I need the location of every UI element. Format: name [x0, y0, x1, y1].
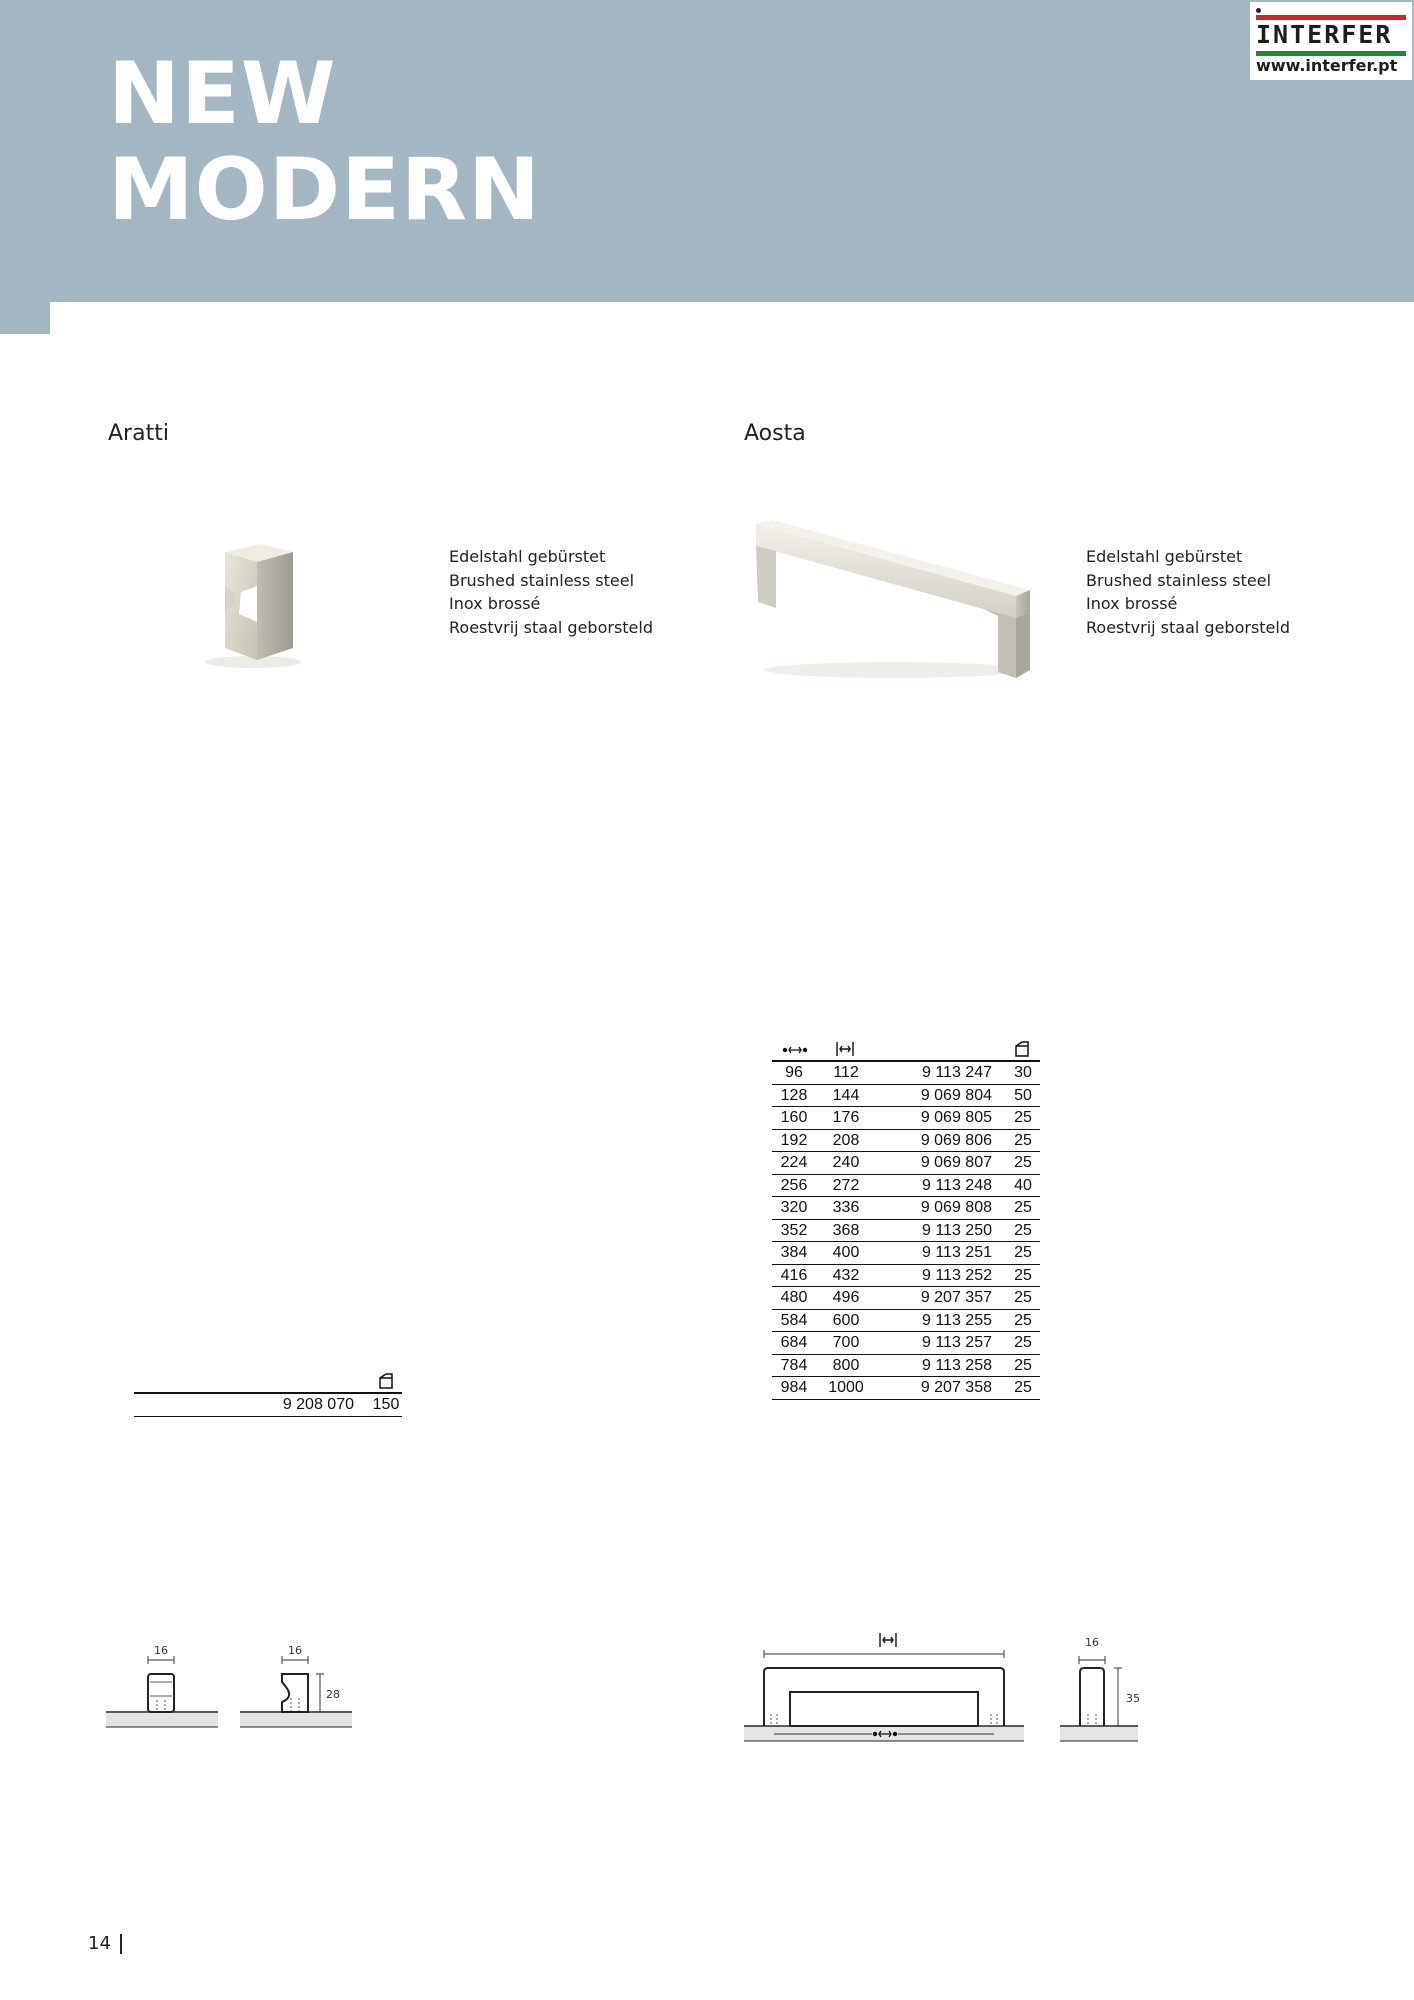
article-number: 9 069 804: [920, 1086, 992, 1104]
overall-length: 1000: [828, 1379, 864, 1396]
table-header: [134, 1372, 402, 1394]
aratti-product-image: [195, 540, 305, 670]
aosta-technical-drawing: [744, 1626, 1144, 1756]
table-body: [772, 1062, 1040, 1400]
package-quantity: 150: [372, 1396, 400, 1413]
article-number: 9 113 258: [922, 1356, 992, 1374]
overall-length: 144: [832, 1086, 860, 1104]
material-fr: Inox brossé: [449, 594, 541, 613]
article-number: 9 069 805: [920, 1109, 992, 1126]
package-quantity: 30: [1014, 1064, 1032, 1081]
material-nl: Roestvrij staal geborsteld: [1086, 617, 1290, 637]
hole-spacing-icon: [782, 1044, 808, 1056]
hole-spacing: 784: [780, 1356, 808, 1374]
article-number: 9 207 357: [920, 1289, 992, 1306]
hole-spacing: 352: [780, 1221, 808, 1239]
material-en: Brushed stainless steel: [1086, 570, 1272, 590]
package-quantity: 25: [1014, 1356, 1032, 1374]
page-number: 14: [88, 1933, 111, 1954]
table-row: [772, 1332, 1040, 1355]
table-row: [772, 1242, 1040, 1265]
article-number: 9 069 807: [920, 1154, 992, 1171]
aosta-product-image: [744, 520, 1034, 685]
package-quantity: 25: [1014, 1154, 1032, 1171]
article-number: 9 113 252: [922, 1266, 992, 1284]
hole-spacing: 224: [780, 1154, 808, 1171]
package-quantity: 25: [1014, 1334, 1032, 1351]
overall-length: 400: [832, 1244, 860, 1261]
overall-length: 208: [832, 1131, 860, 1149]
overall-length: 240: [832, 1154, 860, 1171]
aosta-front-view: [744, 1633, 1024, 1741]
material-nl: Roestvrij staal geborsteld: [449, 617, 653, 637]
interfer-logo[interactable]: [1250, 2, 1412, 80]
aratti-material-description: [449, 545, 653, 639]
package-quantity: 40: [1014, 1176, 1032, 1194]
overall-length: 368: [832, 1221, 860, 1239]
overall-length-icon: [835, 1041, 855, 1057]
table-row: [772, 1310, 1040, 1333]
article-number: 9 113 247: [922, 1064, 992, 1081]
hole-spacing: 480: [780, 1289, 808, 1306]
overall-length: 336: [832, 1199, 860, 1216]
header-notch: [50, 302, 1414, 334]
dimension-width-front: 16: [154, 1644, 168, 1657]
hole-spacing: 584: [780, 1311, 808, 1329]
package-quantity: 50: [1014, 1086, 1032, 1104]
table-row: [772, 1175, 1040, 1198]
overall-length: 496: [832, 1289, 860, 1306]
hole-spacing: 384: [780, 1244, 808, 1261]
package-quantity: 25: [1014, 1131, 1032, 1149]
article-number: 9 113 257: [922, 1334, 992, 1351]
title-line-1: NEW: [108, 44, 337, 144]
material-de: Edelstahl gebürstet: [1086, 547, 1243, 566]
dimension-height: 35: [1126, 1692, 1140, 1705]
logo-name: INTERFER: [1256, 20, 1393, 49]
overall-length: 700: [832, 1334, 860, 1351]
package-quantity: 25: [1014, 1379, 1032, 1396]
overall-length: 112: [833, 1064, 859, 1081]
package-quantity: 25: [1014, 1199, 1032, 1216]
package-quantity-icon: [378, 1372, 394, 1390]
article-number: 9 207 358: [920, 1379, 992, 1396]
table-row: [772, 1130, 1040, 1153]
table-row: [772, 1152, 1040, 1175]
table-row: [772, 1355, 1040, 1378]
table-row: [772, 1107, 1040, 1130]
aosta-material-description: [1086, 545, 1290, 639]
table-row: [772, 1062, 1040, 1085]
dimension-height: 28: [326, 1688, 340, 1701]
dimension-width-side: 16: [1085, 1636, 1099, 1649]
article-number: 9 208 070: [282, 1396, 354, 1413]
aratti-side-view: [240, 1644, 352, 1727]
hole-spacing: 320: [780, 1199, 808, 1216]
header-accent-strip: [0, 302, 50, 334]
hole-spacing: 984: [780, 1379, 808, 1396]
package-quantity: 25: [1014, 1289, 1032, 1306]
product-name-aratti: Aratti: [108, 421, 169, 446]
aratti-spec-table: [134, 1372, 402, 1417]
overall-length-icon: [880, 1633, 896, 1647]
logo-dot: [1256, 8, 1261, 13]
package-quantity: 25: [1014, 1311, 1032, 1329]
aratti-front-view: [106, 1644, 218, 1727]
package-quantity: 25: [1014, 1221, 1032, 1239]
page-title: [108, 46, 541, 238]
material-fr: Inox brossé: [1086, 594, 1178, 613]
article-number: 9 113 251: [922, 1244, 992, 1261]
table-row: [134, 1394, 402, 1417]
table-row: [772, 1377, 1040, 1400]
table-row: [772, 1085, 1040, 1108]
article-number: 9 113 250: [922, 1221, 992, 1239]
hole-spacing-icon: [872, 1728, 898, 1740]
table-header: [772, 1040, 1040, 1062]
material-de: Edelstahl gebürstet: [449, 547, 606, 566]
package-quantity: 25: [1014, 1244, 1032, 1261]
article-number: 9 069 808: [920, 1199, 992, 1216]
package-quantity: 25: [1014, 1109, 1032, 1126]
overall-length: 600: [832, 1311, 860, 1329]
aosta-spec-table: [772, 1040, 1040, 1400]
hole-spacing: 256: [780, 1176, 808, 1194]
package-quantity: 25: [1014, 1266, 1032, 1284]
hole-spacing: 192: [780, 1131, 808, 1149]
overall-length: 800: [832, 1356, 860, 1374]
hole-spacing: 416: [780, 1266, 808, 1284]
table-row: [772, 1220, 1040, 1243]
table-row: [772, 1287, 1040, 1310]
hole-spacing: 160: [780, 1109, 808, 1126]
title-line-2: MODERN: [108, 140, 542, 240]
page-number-divider: [120, 1934, 122, 1954]
aosta-side-view: [1060, 1636, 1140, 1741]
article-number: 9 113 248: [922, 1176, 992, 1194]
product-name-aosta: Aosta: [744, 421, 806, 446]
overall-length: 176: [832, 1109, 860, 1126]
article-number: 9 069 806: [920, 1131, 992, 1149]
logo-url[interactable]: www.interfer.pt: [1256, 56, 1398, 75]
table-row: [772, 1197, 1040, 1220]
package-quantity-icon: [1014, 1040, 1030, 1058]
overall-length: 432: [832, 1266, 860, 1284]
aratti-technical-drawing: [106, 1640, 356, 1750]
table-row: [772, 1265, 1040, 1288]
dimension-width-side: 16: [288, 1644, 302, 1657]
material-en: Brushed stainless steel: [449, 570, 635, 590]
article-number: 9 113 255: [922, 1311, 992, 1329]
hole-spacing: 684: [780, 1334, 808, 1351]
hole-spacing: 128: [780, 1086, 808, 1104]
hole-spacing: 96: [785, 1064, 803, 1081]
overall-length: 272: [832, 1176, 860, 1194]
